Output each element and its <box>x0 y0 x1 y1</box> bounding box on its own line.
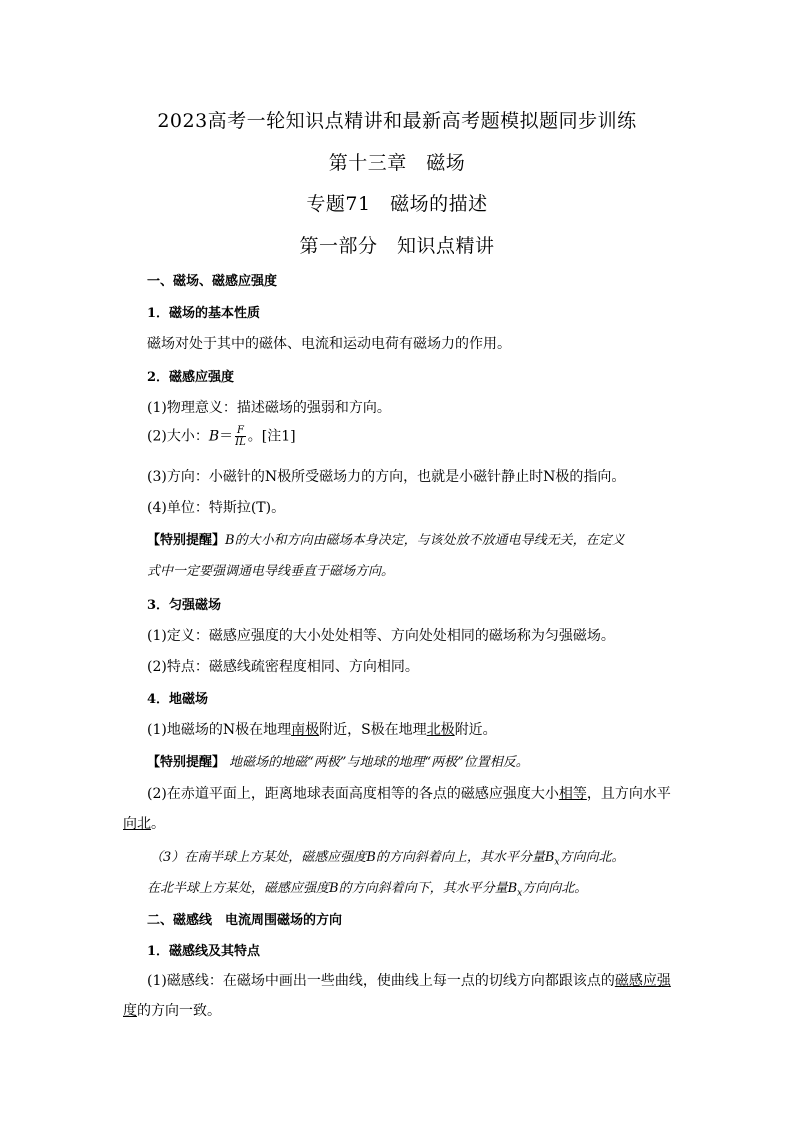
variable-subscript: x <box>517 888 523 899</box>
text: (1)地磁场的N极在地理 <box>147 722 292 738</box>
tip-note <box>147 529 687 548</box>
variable-base: B <box>507 881 518 896</box>
underlined-term: 相等 <box>558 786 587 802</box>
text: 方向向北。 <box>559 850 625 865</box>
numerator: F <box>236 425 244 436</box>
text: (1)磁感线：在磁场中画出一些曲线，使曲线上每一点的切线方向都跟该点的 <box>147 973 615 989</box>
tip-tag: 【特别提醒】 <box>147 755 226 770</box>
paragraph: (1)物理意义：描述磁场的强弱和方向。 <box>147 400 391 416</box>
text: (2)大小： <box>147 428 209 445</box>
paragraph: (2)特点：磁感线疏密程度相同、方向相同。 <box>147 659 419 675</box>
variable-base: B <box>544 850 555 865</box>
paragraph <box>147 970 687 990</box>
text: (2)在赤道平面上，距离地球表面高度相等的各点的磁感应强度大小 <box>147 786 559 802</box>
text: 方向向北。 <box>522 881 588 896</box>
variable: B <box>329 881 339 896</box>
text: 的方向斜着向上，其水平分量 <box>375 850 545 865</box>
text: 。[注1] <box>247 428 296 445</box>
tip-note <box>147 751 687 770</box>
paragraph: (4)单位：特斯拉(T)。 <box>147 500 286 516</box>
paragraph: 磁场对处于其中的磁体、电流和运动电荷有磁场力的作用。 <box>147 336 511 352</box>
text: 附近。 <box>454 722 497 738</box>
paragraph <box>147 783 687 803</box>
text: 的方向一致。 <box>137 1003 221 1019</box>
text: ＝ <box>219 428 234 445</box>
tip-text: B的大小和方向由磁场本身决定，与该处放不放通电导线无关，在定义 <box>225 533 625 548</box>
tip-text: 地磁场的地磁“两极”与地球的地理“两极”位置相反。 <box>225 755 529 770</box>
topic-title: 专题71 磁场的描述 <box>306 193 488 215</box>
subsection-heading: 1．磁感线及其特点 <box>147 944 261 959</box>
subsection-heading: 1．磁场的基本性质 <box>147 306 261 321</box>
underlined-term: 磁感应强 <box>614 973 671 989</box>
text: 的方向斜着向下，其水平分量 <box>338 881 508 896</box>
chapter-title: 第十三章 磁场 <box>328 152 466 174</box>
text: （3）在南半球上方某处，磁感应强度 <box>150 850 367 865</box>
underlined-term: 度 <box>123 1003 137 1019</box>
underlined-term: 南极 <box>291 722 320 738</box>
denominator: IL <box>235 437 246 448</box>
fraction <box>235 425 246 448</box>
text: 。 <box>151 816 165 832</box>
underlined-term: 向北 <box>123 816 151 832</box>
variable <box>544 850 560 868</box>
section-heading: 一、磁场、磁感应强度 <box>147 274 278 289</box>
tip-tag: 【特别提醒】 <box>147 533 226 548</box>
paragraph-continued <box>123 813 663 833</box>
variable-subscript: x <box>554 857 560 868</box>
document-title: 2023高考一轮知识点精讲和最新高考题模拟题同步训练 <box>157 110 637 132</box>
section-heading: 二、磁感线 电流周围磁场的方向 <box>147 913 343 928</box>
paragraph-continued <box>123 1000 663 1020</box>
paragraph: (3)方向：小磁针的N极所受磁场力的方向，也就是小磁针静止时N极的指向。 <box>147 469 626 485</box>
tip-note-continued: 式中一定要强调通电导线垂直于磁场方向。 <box>147 564 395 579</box>
variable <box>507 881 523 899</box>
subsection-heading: 4．地磁场 <box>147 692 209 707</box>
paragraph <box>147 877 687 899</box>
paragraph <box>147 719 687 739</box>
subsection-heading: 2．磁感应强度 <box>147 370 235 385</box>
formula-line <box>147 425 687 448</box>
underlined-term: 北极 <box>426 722 455 738</box>
text: 在北半球上方某处，磁感应强度 <box>147 881 330 896</box>
paragraph <box>150 846 690 868</box>
paragraph: (1)定义：磁感应强度的大小处处相等、方向处处相同的磁场称为匀强磁场。 <box>147 628 615 644</box>
text: ，且方向水平 <box>586 786 671 802</box>
text: 附近，S极在地理 <box>319 722 427 738</box>
subsection-heading: 3．匀强磁场 <box>147 598 222 613</box>
variable: B <box>366 850 376 865</box>
part-title: 第一部分 知识点精讲 <box>299 235 495 257</box>
variable: B <box>208 428 220 445</box>
